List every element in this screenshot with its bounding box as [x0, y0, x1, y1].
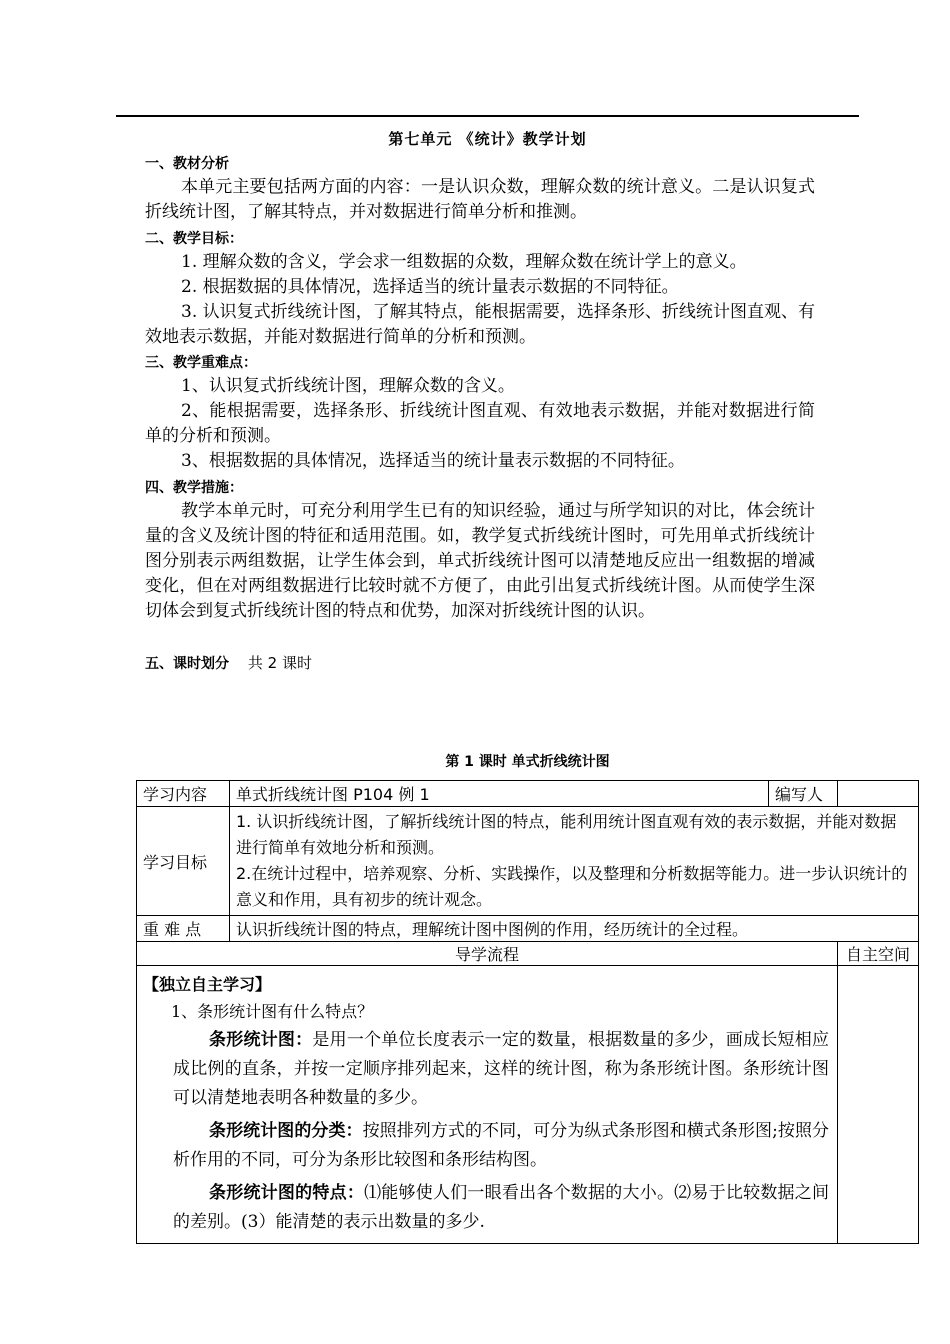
question-1: 1、条形统计图有什么特点？: [171, 1002, 374, 1021]
space-header: 自主空间: [838, 942, 919, 966]
table-row: [137, 942, 919, 966]
definition-text: 是用一个单位长度表示一定的数量，根据数量的多少，画成长短相应成比例的直条，并按一定顺序排列起来，这样的统计图，称为条形统计图。条形统计图可以清楚地表明各种数量的多少。: [173, 1030, 830, 1108]
lesson-goal-1: 1. 认识折线统计图，了解折线统计图的特点，能利用统计图直观有效的表示数据，并能对数据进行简单有效地分析和预测。: [236, 812, 897, 857]
schedule-text: 共 2 课时: [247, 654, 312, 672]
lesson-goal-2: 2.在统计过程中，培养观察、分析、实践操作，以及整理和分析数据等能力。进一步认识统计的意义和作用，具有初步的统计观念。: [236, 864, 908, 909]
study-heading: 【独立自主学习】: [143, 975, 272, 994]
difficulty-label: 重 难 点: [137, 916, 230, 942]
content-value: 单式折线统计图 P104 例 1: [230, 781, 769, 807]
goal-item-2: 2. 根据数据的具体情况，选择适当的统计量表示数据的不同特征。: [181, 277, 679, 297]
guide-header: 导学流程: [137, 942, 838, 966]
goal-item-1: 1. 理解众数的含义，学会求一组数据的众数，理解众数在统计学上的意义。: [181, 252, 747, 272]
guide-content-cell: [137, 966, 838, 1244]
goals-cell: [230, 807, 919, 916]
key-point-3: 3、根据数据的具体情况，选择适当的统计量表示数据的不同特征。: [181, 451, 685, 471]
goals-label: 学习目标: [137, 807, 230, 916]
lesson-title: 第 1 课时 单式折线统计图: [445, 754, 610, 770]
table-row: [137, 781, 919, 807]
table-row: [137, 916, 919, 942]
classification-term: 条形统计图的分类：: [209, 1121, 363, 1141]
section-heading-schedule: [145, 652, 312, 673]
section-heading-materials: 一、教材分析: [145, 156, 229, 172]
definition-term: 条形统计图：: [209, 1030, 313, 1050]
key-point-1: 1、认识复式折线统计图，理解众数的含义。: [181, 376, 515, 396]
author-label: 编写人: [769, 781, 838, 807]
features-paragraph: [173, 1179, 829, 1237]
classification-text: 按照排列方式的不同，可分为纵式条形图和横式条形图;按照分析作用的不同，可分为条形比较图和条形结构图。: [173, 1121, 830, 1170]
author-value: [838, 781, 919, 807]
page-title: 第七单元 《统计》教学计划: [388, 130, 587, 148]
difficulty-value: 认识折线统计图的特点，理解统计图中图例的作用，经历统计的全过程。: [230, 916, 919, 942]
header-rule: [116, 115, 859, 117]
section-heading-key-points: 三、教学重难点：: [145, 355, 257, 371]
materials-paragraph: 本单元主要包括两方面的内容：一是认识众数，理解众数的统计意义。二是认识复式折线统计图，了解其特点，并对数据进行简单分析和推测。: [145, 177, 815, 222]
definition-paragraph: [173, 1026, 829, 1113]
goal-item-3: 3. 认识复式折线统计图，了解其特点，能根据需要，选择条形、折线统计图直观、有效地表示数据，并能对数据进行简单的分析和预测。: [145, 302, 815, 347]
self-space-cell: [838, 966, 919, 1244]
schedule-heading: 五、课时划分: [145, 656, 229, 672]
content-label: 学习内容: [137, 781, 230, 807]
features-text: ⑴能够使人们一眼看出各个数据的大小。⑵易于比较数据之间的差别。(3）能清楚的表示出数量的多少.: [173, 1183, 830, 1232]
key-point-2: 2、能根据需要，选择条形、折线统计图直观、有效地表示数据，并能对数据进行简单的分析和预测。: [145, 401, 815, 446]
section-heading-goals: 二、教学目标：: [145, 231, 243, 247]
classification-paragraph: [173, 1117, 829, 1175]
lesson-plan-table: [136, 780, 919, 1244]
features-term: 条形统计图的特点：: [209, 1183, 365, 1203]
table-row: [137, 966, 919, 1244]
table-row: [137, 807, 919, 916]
section-heading-measures: 四、教学措施：: [145, 480, 243, 496]
measures-paragraph: 教学本单元时，可充分利用学生已有的知识经验，通过与所学知识的对比，体会统计量的含义及统计图的特征和适用范围。如，教学复式折线统计图时，可先用单式折线统计图分别表示两组数据，让学生体会到，单式折线统计图可以清楚地反应出一组数据的增减变化，但在对两组数据进行比较时就不方便了，由此引出复式折线统计图。从而使学生深切体会到复式折线统计图的特点和优势，加深对折线统计图的认识。: [145, 501, 815, 621]
